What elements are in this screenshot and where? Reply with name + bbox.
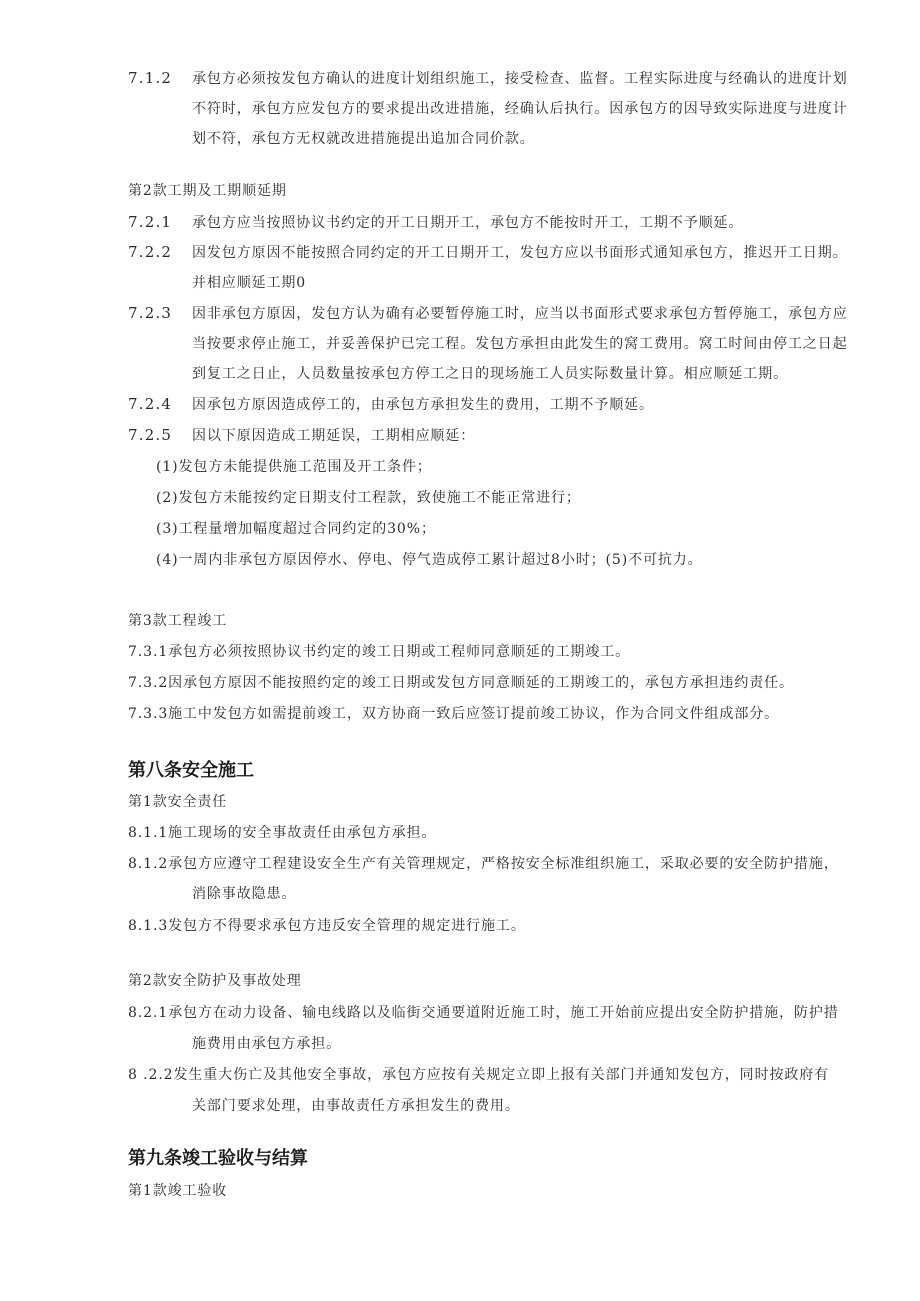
clause-text-line: 施费用由承包方承担。 bbox=[192, 1036, 341, 1052]
clause-text-line: 当按要求停止施工，并妥善保护已完工程。发包方承担由此发生的窝工费用。窝工时间由停工之日起 bbox=[192, 336, 848, 352]
clause-line: 7.3.3施工中发包方如需提前竣工，双方协商一致后应签订提前竣工协议，作为合同文件组成部分。 bbox=[128, 706, 780, 722]
clause-text-line: 因发包方原因不能按照合同约定的开工日期开工，发包方应以书面形式通知承包方，推迟开工日期。 bbox=[192, 245, 848, 261]
clause-number: 7.1.2 bbox=[128, 69, 173, 87]
clause-line: 8.1.3发包方不得要求承包方违反安全管理的规定进行施工。 bbox=[128, 918, 526, 934]
clause-text-line: 并相应顺延工期0 bbox=[192, 275, 307, 291]
clause-text-line: 关部门要求处理，由事故责任方承担发生的费用。 bbox=[192, 1098, 520, 1114]
clause-line: 8.1.1施工现场的安全事故责任由承包方承担。 bbox=[128, 825, 437, 841]
article-heading: 第九条竣工验收与结算 bbox=[128, 1148, 308, 1169]
section-subtitle: 第3款工程竣工 bbox=[128, 613, 228, 629]
list-item: (4)一周内非承包方原因停水、停电、停气造成停工累计超过8小时；(5)不可抗力。 bbox=[156, 552, 703, 568]
section-subtitle: 第2款安全防护及事故处理 bbox=[128, 973, 302, 989]
clause-number: 7.2.2 bbox=[128, 243, 173, 261]
clause-text-line: 承包方应当按照协议书约定的开工日期开工，承包方不能按时开工，工期不予顺延。 bbox=[192, 215, 744, 231]
list-item: (3)工程量增加幅度超过合同约定的30%； bbox=[156, 521, 436, 537]
clause-text-line: 划不符，承包方无权就改进措施提出追加合同价款。 bbox=[192, 131, 535, 147]
article-heading: 第八条安全施工 bbox=[128, 760, 254, 781]
clause-text-line: 承包方必须按发包方确认的进度计划组织施工，接受检查、监督。工程实际进度与经确认的进度计划 bbox=[192, 71, 848, 87]
clause-text-line: 不符时，承包方应发包方的要求提出改进措施，经确认后执行。因承包方的因导致实际进度与进度计 bbox=[192, 101, 848, 117]
clause-text-line: 因承包方原因造成停工的，由承包方承担发生的费用，工期不予顺延。 bbox=[192, 397, 654, 413]
clause-line: 7.3.1承包方必须按照协议书约定的竣工日期或工程师同意顺延的工期竣工。 bbox=[128, 644, 631, 660]
section-subtitle: 第1款安全责任 bbox=[128, 794, 228, 810]
list-item: (1)发包方未能提供施工范围及开工条件； bbox=[156, 459, 432, 475]
clause-line: 7.3.2因承包方原因不能按照约定的竣工日期或发包方同意顺延的工期竣工的，承包方承担违约责任。 bbox=[128, 675, 794, 691]
clause-number: 7.2.3 bbox=[128, 304, 173, 322]
clause-line: 8 .2.2发生重大伤亡及其他安全事故，承包方应按有关规定立即上报有关部门并通知发包方，同时按政府有 bbox=[128, 1067, 830, 1083]
clause-line: 8.2.1承包方在动力设备、输电线路以及临街交通要道附近施工时，施工开始前应提出安全防护措施，防护措 bbox=[128, 1005, 839, 1021]
clause-line: 8.1.2承包方应遵守工程建设安全生产有关管理规定，严格按安全标准组织施工，采取必要的安全防护措施， bbox=[128, 856, 839, 872]
section-subtitle: 第2款工期及工期顺延期 bbox=[128, 183, 287, 199]
clause-number: 7.2.5 bbox=[128, 426, 173, 444]
clause-text-line: 到复工之日止，人员数量按承包方停工之日的现场施工人员实际数量计算。相应顺延工期。 bbox=[192, 366, 788, 382]
clause-number: 7.2.4 bbox=[128, 395, 173, 413]
section-subtitle: 第1款竣工验收 bbox=[128, 1183, 228, 1199]
clause-text-line: 因以下原因造成工期延误，工期相应顺延： bbox=[192, 428, 476, 444]
clause-text-line: 消除事故隐患。 bbox=[192, 886, 297, 902]
clause-text-line: 因非承包方原因，发包方认为确有必要暂停施工时，应当以书面形式要求承包方暂停施工，承包方应 bbox=[192, 306, 848, 322]
list-item: (2)发包方未能按约定日期支付工程款，致使施工不能正常进行； bbox=[156, 490, 581, 506]
clause-number: 7.2.1 bbox=[128, 213, 173, 231]
